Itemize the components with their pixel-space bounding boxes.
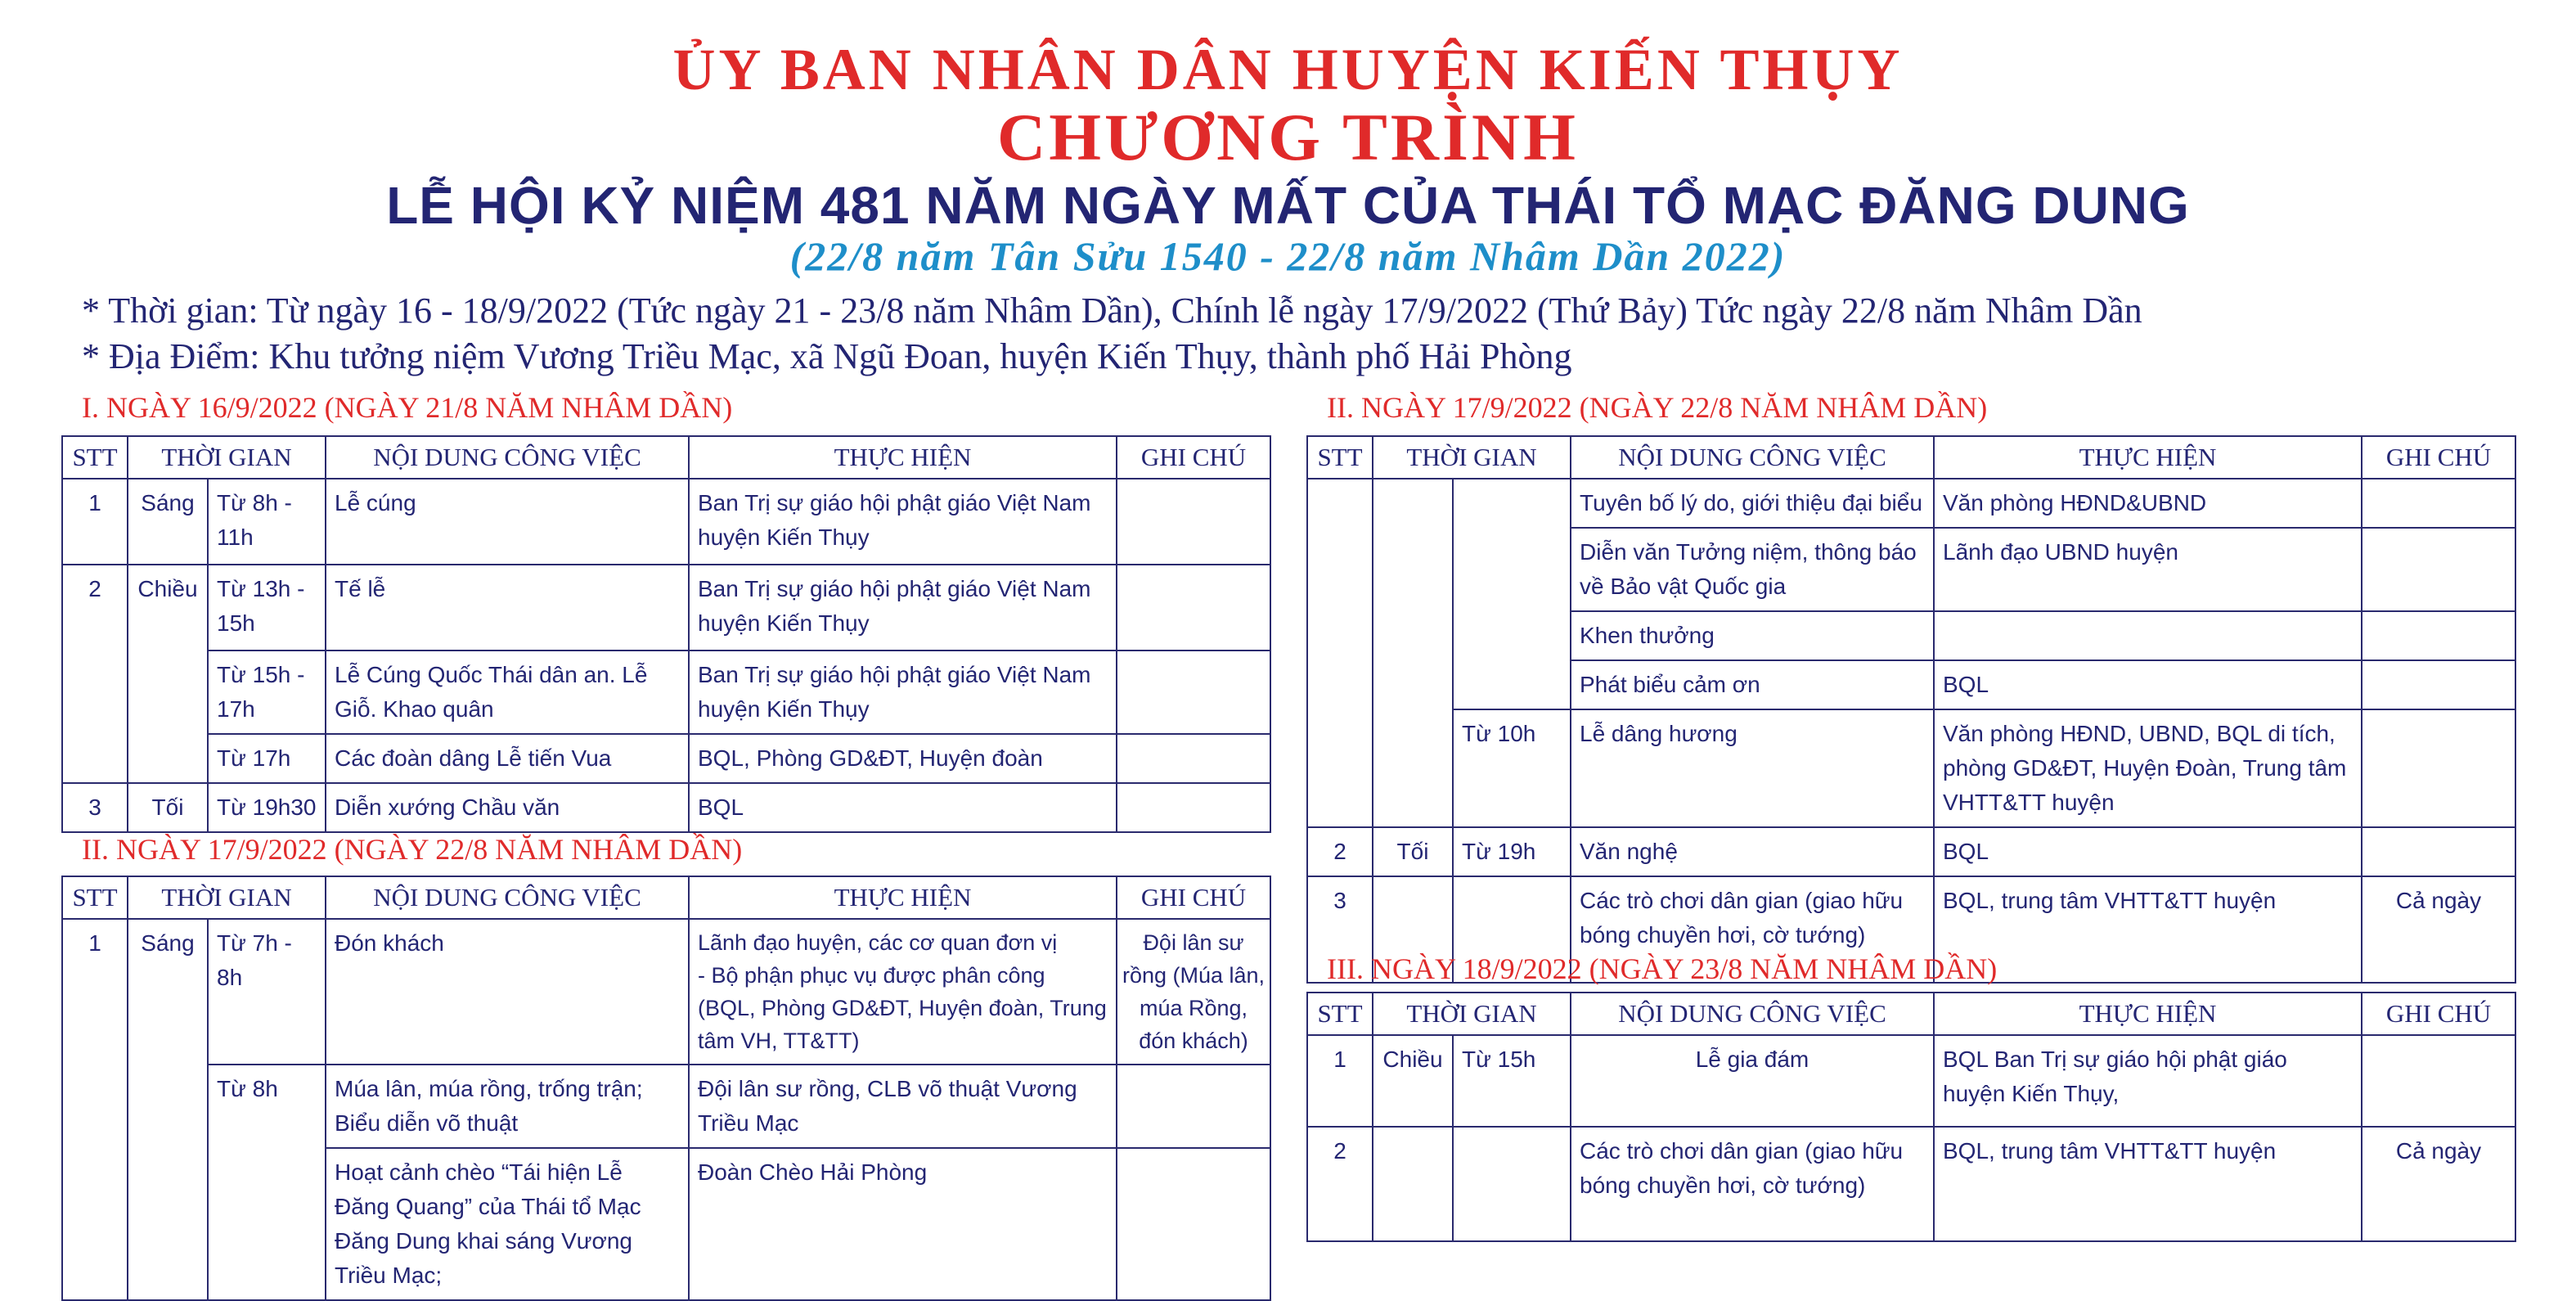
cell-gio: Từ 15h	[1453, 1035, 1571, 1127]
cell-noi-dung: Các trò chơi dân gian (giao hữu bóng chuyền hơi, cờ tướng)	[1571, 1127, 1934, 1241]
table-row	[62, 1065, 1270, 1148]
festival-subtitle: (22/8 năm Tân Sửu 1540 - 22/8 năm Nhâm Dần 2022)	[789, 233, 1787, 279]
cell-thuc-hien: Văn phòng HĐND, UBND, BQL di tích, phòng GD&ĐT, Huyện Đoàn, Trung tâm VHTT&TT huyện	[1934, 709, 2362, 827]
cell-buoi: Chiều	[1373, 1035, 1453, 1127]
cell-thuc-hien: Văn phòng HĐND&UBND	[1934, 479, 2362, 528]
cell-ghi-chu	[1117, 650, 1270, 734]
cell-noi-dung: Lễ cúng	[326, 479, 689, 565]
cell-noi-dung: Văn nghệ	[1571, 827, 1934, 876]
cell-stt: 2	[1307, 827, 1373, 876]
cell-noi-dung: Lễ gia đám	[1571, 1035, 1934, 1127]
cell-ghi-chu	[1117, 734, 1270, 783]
cell-thuc-hien: Lãnh đạo UBND huyện	[1934, 528, 2362, 611]
col-thuc-hien: THỰC HIỆN	[689, 436, 1117, 479]
cell-thuc-hien: Ban Trị sự giáo hội phật giáo Việt Nam huyện Kiến Thụy	[689, 565, 1117, 650]
section-2b-title: II. NGÀY 17/9/2022 (NGÀY 22/8 NĂM NHÂM DẦN)	[1327, 391, 1988, 424]
cell-buoi: Sáng	[128, 919, 208, 1300]
cell-gio	[1453, 479, 1571, 709]
cell-thuc-hien: Đoàn Chèo Hải Phòng	[689, 1148, 1117, 1300]
col-thuc-hien: THỰC HIỆN	[689, 876, 1117, 919]
cell-gio: Từ 19h30	[208, 783, 326, 832]
cell-ghi-chu	[2362, 827, 2515, 876]
cell-ghi-chu	[1117, 565, 1270, 650]
table-header-row	[1307, 436, 2515, 479]
col-noi-dung: NỘI DUNG CÔNG VIỆC	[326, 876, 689, 919]
cell-stt: 2	[1307, 1127, 1373, 1241]
cell-stt: 1	[62, 479, 128, 565]
program-title: CHƯƠNG TRÌNH	[997, 100, 1579, 174]
cell-ghi-chu	[2362, 660, 2515, 709]
cell-gio: Từ 17h	[208, 734, 326, 783]
cell-noi-dung: Tế lễ	[326, 565, 689, 650]
cell-noi-dung: Hoạt cảnh chèo “Tái hiện Lễ Đăng Quang” của Thái tổ Mạc Đăng Dung khai sáng Vương Triều Mạc;	[326, 1148, 689, 1300]
cell-ghi-chu	[1117, 1065, 1270, 1148]
cell-noi-dung: Phát biểu cảm ơn	[1571, 660, 1934, 709]
cell-thuc-hien: BQL	[1934, 660, 2362, 709]
cell-ghi-chu	[1117, 783, 1270, 832]
table-row	[1307, 479, 2515, 528]
cell-buoi: Chiều	[128, 565, 208, 783]
table-header-row	[62, 876, 1270, 919]
col-ghi-chu: GHI CHÚ	[1117, 876, 1270, 919]
cell-gio: Từ 7h - 8h	[208, 919, 326, 1065]
col-thoi-gian: THỜI GIAN	[1373, 993, 1571, 1035]
cell-noi-dung: Múa lân, múa rồng, trống trận; Biểu diễn võ thuật	[326, 1065, 689, 1148]
table-row	[1307, 1035, 2515, 1127]
section-1-title: I. NGÀY 16/9/2022 (NGÀY 21/8 NĂM NHÂM DẦN)	[82, 391, 733, 424]
cell-noi-dung: Các trò chơi dân gian (giao hữu bóng chuyền hơi, cờ tướng)	[1571, 876, 1934, 983]
col-thuc-hien: THỰC HIỆN	[1934, 436, 2362, 479]
col-stt: STT	[62, 876, 128, 919]
cell-thuc-hien: BQL	[1934, 827, 2362, 876]
cell-noi-dung: Tuyên bố lý do, giới thiệu đại biểu	[1571, 479, 1934, 528]
table-row	[1307, 709, 2515, 827]
cell-ghi-chu	[2362, 479, 2515, 528]
table-row	[1307, 827, 2515, 876]
col-ghi-chu: GHI CHÚ	[2362, 993, 2515, 1035]
cell-noi-dung: Diễn văn Tưởng niệm, thông báo về Bảo vật Quốc gia	[1571, 528, 1934, 611]
cell-ghi-chu: Cả ngày	[2362, 876, 2515, 983]
cell-buoi: Tối	[1373, 827, 1453, 876]
col-thoi-gian: THỜI GIAN	[128, 876, 326, 919]
table-row	[62, 650, 1270, 734]
cell-gio: Từ 19h	[1453, 827, 1571, 876]
cell-gio: Từ 15h - 17h	[208, 650, 326, 734]
section-3-title: III. NGÀY 18/9/2022 (NGÀY 23/8 NĂM NHÂM DẦN)	[1327, 952, 1998, 985]
cell-noi-dung: Lễ dâng hương	[1571, 709, 1934, 827]
cell-ghi-chu	[1117, 479, 1270, 565]
cell-ghi-chu: Đội lân sư rồng (Múa lân, múa Rồng, đón khách)	[1117, 919, 1270, 1065]
cell-ghi-chu	[2362, 528, 2515, 611]
cell-ghi-chu	[2362, 709, 2515, 827]
table-row	[62, 734, 1270, 783]
cell-thuc-hien: BQL Ban Trị sự giáo hội phật giáo huyện Kiến Thụy,	[1934, 1035, 2362, 1127]
cell-thuc-hien: Đội lân sư rồng, CLB võ thuật Vương Triều Mạc	[689, 1065, 1117, 1148]
cell-thuc-hien	[1934, 611, 2362, 660]
col-thuc-hien: THỰC HIỆN	[1934, 993, 2362, 1035]
col-ghi-chu: GHI CHÚ	[1117, 436, 1270, 479]
cell-buoi	[1373, 1127, 1453, 1241]
cell-stt: 3	[1307, 876, 1373, 983]
cell-buoi: Sáng	[128, 479, 208, 565]
cell-thuc-hien: BQL, trung tâm VHTT&TT huyện	[1934, 1127, 2362, 1241]
cell-thuc-hien: Lãnh đạo huyện, các cơ quan đơn vị - Bộ phận phục vụ được phân công (BQL, Phòng GD&ĐT, Huyện đoàn, Trung tâm VH, TT&TT)	[689, 919, 1117, 1065]
cell-thuc-hien: Ban Trị sự giáo hội phật giáo Việt Nam huyện Kiến Thụy	[689, 650, 1117, 734]
table-row	[1307, 1127, 2515, 1241]
cell-gio: Từ 10h	[1453, 709, 1571, 827]
cell-buoi: Tối	[128, 783, 208, 832]
cell-ghi-chu	[2362, 1035, 2515, 1127]
cell-thuc-hien: Ban Trị sự giáo hội phật giáo Việt Nam huyện Kiến Thụy	[689, 479, 1117, 565]
cell-ghi-chu: Cả ngày	[2362, 1127, 2515, 1241]
cell-stt: 3	[62, 783, 128, 832]
col-stt: STT	[62, 436, 128, 479]
cell-noi-dung: Diễn xướng Chầu văn	[326, 783, 689, 832]
cell-gio	[1453, 1127, 1571, 1241]
cell-stt: 2	[62, 565, 128, 783]
cell-stt	[1307, 479, 1373, 827]
table-header-row	[62, 436, 1270, 479]
col-noi-dung: NỘI DUNG CÔNG VIỆC	[1571, 436, 1934, 479]
schedule-table-day3	[1306, 992, 2516, 1242]
cell-noi-dung: Lễ Cúng Quốc Thái dân an. Lễ Giỗ. Khao quân	[326, 650, 689, 734]
cell-stt: 1	[62, 919, 128, 1300]
schedule-table-day2-morning	[61, 876, 1271, 1301]
cell-thuc-hien: BQL	[689, 783, 1117, 832]
cell-noi-dung: Khen thưởng	[1571, 611, 1934, 660]
col-stt: STT	[1307, 436, 1373, 479]
info-place: * Địa Điểm: Khu tưởng niệm Vương Triều Mạc, xã Ngũ Đoan, huyện Kiến Thụy, thành phố Hải Phòng	[82, 336, 1572, 376]
col-noi-dung: NỘI DUNG CÔNG VIỆC	[1571, 993, 1934, 1035]
issuer-title: ỦY BAN NHÂN DÂN HUYỆN KIẾN THỤY	[672, 37, 1904, 102]
col-ghi-chu: GHI CHÚ	[2362, 436, 2515, 479]
col-stt: STT	[1307, 993, 1373, 1035]
cell-thuc-hien: BQL, Phòng GD&ĐT, Huyện đoàn	[689, 734, 1117, 783]
col-thoi-gian: THỜI GIAN	[1373, 436, 1571, 479]
cell-noi-dung: Đón khách	[326, 919, 689, 1065]
cell-gio: Từ 13h - 15h	[208, 565, 326, 650]
schedule-table-day1	[61, 435, 1271, 833]
cell-gio: Từ 8h - 11h	[208, 479, 326, 565]
festival-title: LỄ HỘI KỶ NIỆM 481 NĂM NGÀY MẤT CỦA THÁI TỔ MẠC ĐĂNG DUNG	[386, 176, 2190, 235]
cell-ghi-chu	[1117, 1148, 1270, 1300]
cell-noi-dung: Các đoàn dâng Lễ tiến Vua	[326, 734, 689, 783]
table-row	[62, 565, 1270, 650]
cell-buoi	[1373, 479, 1453, 827]
table-row	[62, 783, 1270, 832]
table-row	[62, 919, 1270, 1065]
col-thoi-gian: THỜI GIAN	[128, 436, 326, 479]
table-row	[62, 479, 1270, 565]
schedule-table-day2-main	[1306, 435, 2516, 984]
info-time: * Thời gian: Từ ngày 16 - 18/9/2022 (Tức ngày 21 - 23/8 năm Nhâm Dần), Chính lễ ngày 17/9/2022 (Thứ Bảy) Tức ngày 22/8 năm Nhâm Dần	[82, 290, 2142, 331]
cell-ghi-chu	[2362, 611, 2515, 660]
col-noi-dung: NỘI DUNG CÔNG VIỆC	[326, 436, 689, 479]
table-header-row	[1307, 993, 2515, 1035]
cell-gio: Từ 8h	[208, 1065, 326, 1300]
cell-stt: 1	[1307, 1035, 1373, 1127]
cell-thuc-hien: BQL, trung tâm VHTT&TT huyện	[1934, 876, 2362, 983]
section-2a-title: II. NGÀY 17/9/2022 (NGÀY 22/8 NĂM NHÂM DẦN)	[82, 833, 743, 866]
